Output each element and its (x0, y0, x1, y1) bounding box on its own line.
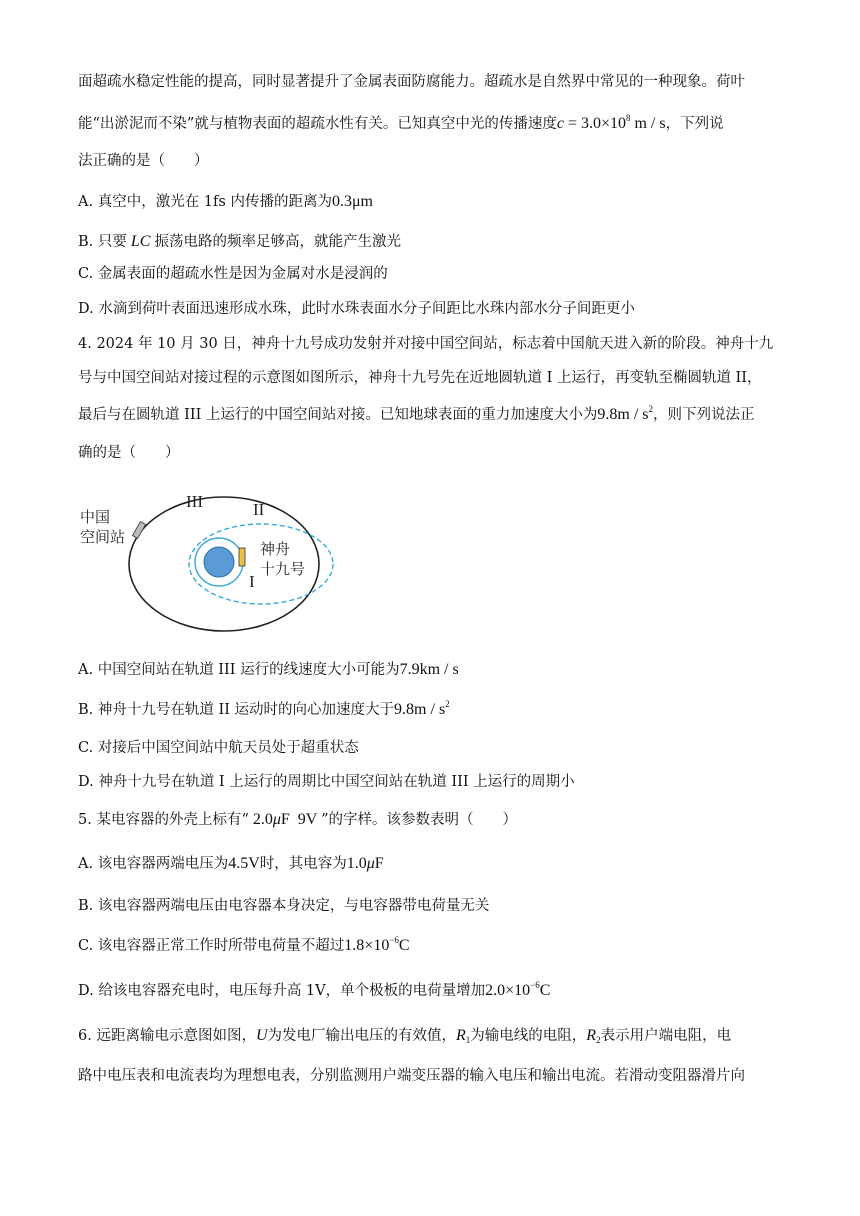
q4-option-a[interactable] (78, 660, 459, 680)
q5-option-a-math1: 4.5V (228, 855, 260, 872)
q3-option-a-math: 0.3μm (331, 193, 373, 210)
q6-text-b: 为发电厂输出电压的有效值， (267, 1028, 457, 1044)
orbit-diagram (76, 484, 346, 634)
station-label-1: 中国 (80, 508, 111, 526)
orbit-3-label: III (186, 492, 203, 511)
q5-option-a-mid: 时，其电容为 (259, 856, 347, 872)
q4-option-d[interactable]: D. 神舟十九号在轨道 I 上运行的周期比中国空间站在轨道 III 上运行的周期小 (78, 774, 575, 790)
spacecraft-icon (239, 548, 245, 566)
q4-stem-line-3-text: 最后与在圆轨道 III 上运行的中国空间站对接。已知地球表面的重力加速度大小为 (78, 407, 598, 423)
q6-R1: $R_1$ (456, 1027, 471, 1045)
q4-option-c[interactable]: C. 对接后中国空间站中航天员处于超重状态 (78, 740, 359, 756)
q6-R2: $R_2$ (586, 1027, 601, 1045)
light-speed-formula: $c = 3.0\times 10^8$ m / s (556, 113, 666, 132)
q3-stem-tail: ，下列说 (665, 116, 724, 132)
craft-label-1: 神舟 (260, 540, 291, 558)
orbit-diagram-svg (76, 484, 346, 634)
q5-stem-math: 2.0μF 9V (248, 811, 322, 828)
space-station-icon (132, 522, 145, 539)
q5-option-b[interactable]: B. 该电容器两端电压由电容器本身决定，与电容器带电荷量无关 (78, 898, 490, 914)
q5-option-d-math: $2.0\times 10^{-6}C$ (485, 980, 551, 999)
q3-stem-line-3: 法正确的是（ ） (78, 153, 209, 169)
q3-option-a-text: A. 真空中，激光在 1fs 内传播的距离为 (78, 194, 332, 210)
q4-stem-line-3 (78, 405, 755, 425)
gravity-value: $9.8m / s^2$ (597, 404, 654, 423)
q4-option-b-math: $9.8m / s^2$ (394, 699, 450, 718)
q5-option-c-math: $1.8\times 10^{-6}C$ (344, 935, 410, 954)
q3-stem-line-1: 面超疏水稳定性能的提高，同时显著提升了金属表面防腐能力。超疏水是自然界中常见的一种现象。荷叶 (78, 74, 745, 90)
q6-stem-line-2: 路中电压表和电流表均为理想电表，分别监测用户端变压器的输入电压和输出电流。若滑动变阻器滑片向 (78, 1068, 745, 1084)
q3-option-b[interactable] (78, 232, 401, 252)
q3-option-b-text: B. 只要 (78, 234, 127, 250)
q3-stem-text: 能“出淤泥而不染”就与植物表面的超疏水性有关。已知真空中光的传播速度 (78, 116, 557, 132)
q5-option-a[interactable] (78, 854, 384, 874)
station-label-2: 空间站 (80, 528, 126, 546)
q5-option-c-text: C. 该电容器正常工作时所带电荷量不超过 (78, 938, 345, 954)
q4-option-a-math: 7.9km / s (399, 661, 459, 678)
q4-stem-line-4: 确的是（ ） (78, 445, 180, 461)
q5-option-c[interactable] (78, 936, 410, 956)
q3-option-c[interactable]: C. 金属表面的超疏水性是因为金属对水是浸润的 (78, 266, 388, 282)
q3-option-a[interactable] (78, 192, 373, 212)
q5-stem (78, 810, 517, 830)
q3-stem-line-2 (78, 114, 724, 134)
q6-text-a: 6. 远距离输电示意图如图， (78, 1028, 256, 1044)
q3-option-b-suffix: 振荡电路的频率足够高，就能产生激光 (154, 234, 401, 250)
q4-option-a-text: A. 中国空间站在轨道 III 运行的线速度大小可能为 (78, 662, 400, 678)
q6-U: U (255, 1027, 268, 1044)
q6-text-c: 为输电线的电阻， (470, 1028, 587, 1044)
q6-text-d: 表示用户端电阻，电 (600, 1028, 732, 1044)
q4-option-b[interactable] (78, 700, 450, 720)
q3-option-b-math: LC (130, 233, 151, 250)
orbit-2-label: II (253, 500, 265, 519)
q5-stem-prefix: 5. 某电容器的外壳上标有“ (78, 812, 249, 828)
q4-stem-line-2: 号与中国空间站对接过程的示意图如图所示，神舟十九号先在近地圆轨道 I 上运行，再变轨至椭圆轨道 II， (78, 370, 762, 386)
q4-option-b-text: B. 神舟十九号在轨道 II 运动时的向心加速度大于 (78, 702, 395, 718)
earth-icon (204, 547, 234, 577)
q4-stem-line-1: 4. 2024 年 10 月 30 日，神舟十九号成功发射并对接中国空间站，标志着中国航天进入新的阶段。神舟十九 (78, 336, 774, 352)
q5-option-d[interactable] (78, 981, 550, 1001)
q6-stem-line-1 (78, 1026, 731, 1046)
q5-option-d-text: D. 给该电容器充电时，电压每升高 1V，单个极板的电荷量增加 (78, 983, 486, 999)
q5-option-a-math2: 1.0μF (346, 855, 384, 872)
q5-stem-suffix: ”的字样。该参数表明（ ） (321, 812, 517, 828)
q4-stem-line-3-tail: ，则下列说法正 (653, 407, 755, 423)
q3-option-d[interactable]: D. 水滴到荷叶表面迅速形成水珠，此时水珠表面水分子间距比水珠内部水分子间距更小 (78, 301, 635, 317)
orbit-1-label: I (249, 572, 255, 591)
q5-option-a-text: A. 该电容器两端电压为 (78, 856, 229, 872)
craft-label-2: 十九号 (260, 560, 306, 578)
